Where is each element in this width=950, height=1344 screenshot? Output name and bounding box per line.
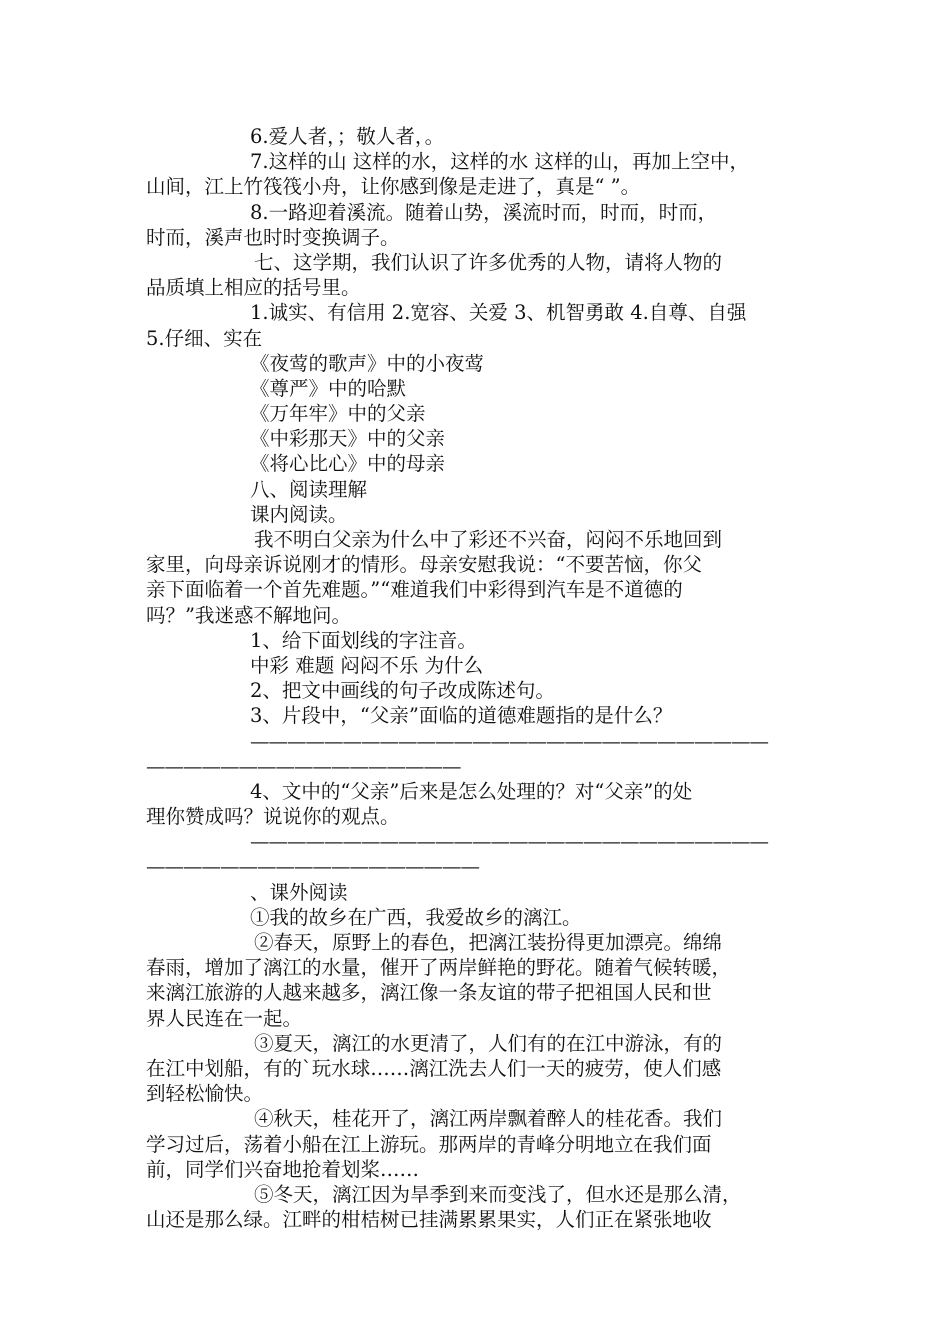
reading-question-1-words: 中彩 难题 闷闷不乐 为什么 [250,653,484,677]
character-item-5: 《将心比心》中的母亲 [250,452,446,476]
answer-line-4b: —————————————————— [146,855,479,879]
character-item-3: 《万年牢》中的父亲 [250,402,426,426]
reading-question-4-line-1: 4、文中的“父亲”后来是怎么处理的？对“父亲”的处 [250,779,693,803]
essay-paragraph-5-line-2: 山还是那么绿。江畔的柑桔树已挂满累累果实，人们正在紧张地收 [146,1208,712,1232]
essay-paragraph-1: ①我的故乡在广西，我爱故乡的漓江。 [250,905,582,929]
essay-paragraph-4-line-3: 前，同学们兴奋地抢着划桨…… [146,1157,420,1181]
character-item-1: 《夜莺的歌声》中的小夜莺 [250,351,485,375]
essay-paragraph-2-line-4: 界人民连在一起。 [146,1006,303,1030]
passage-line-3: 亲下面临着一个首先难题。”“难道我们中彩得到汽车是不道德的 [146,578,683,602]
in-class-reading-heading: 课内阅读。 [250,502,348,526]
essay-paragraph-5-line-1: ⑤冬天，漓江因为旱季到来而变浅了，但水还是那么清， [254,1182,742,1206]
extracurricular-reading-heading: 、课外阅读 [250,880,348,904]
essay-paragraph-4-line-1: ④秋天，桂花开了，漓江两岸飘着醉人的桂花香。我们 [254,1107,723,1131]
essay-paragraph-3-line-2: 在江中划船，有的`玩水球……漓江洗去人们一天的疲劳，使人们感 [146,1056,722,1080]
passage-line-1: 我不明白父亲为什么中了彩还不兴奋，闷闷不乐地回到 [254,528,723,551]
answer-line-3b: ————————————————— [146,754,461,778]
essay-paragraph-4-line-2: 学习过后，荡着小船在江上游玩。那两岸的青峰分明地立在我们面 [146,1132,712,1156]
passage-line-2: 家里，向母亲诉说刚才的情形。母亲安慰我说：“不要苦恼，你父 [146,553,702,577]
question-6: 6.爱人者，；敬人者，。 [250,125,445,148]
question-8-line-1: 8.一路迎着溪流。随着山势，溪流时而，时而，时而， [250,200,718,224]
quality-options-line-2: 5.仔细、实在 [146,326,263,350]
question-7-line-2: 山间，江上竹筏筏小舟，让你感到像是走进了，真是“ ”。 [146,175,641,199]
document-body [146,124,808,1232]
essay-paragraph-3-line-1: ③夏天，漓江的水更清了，人们有的在江中游泳，有的 [254,1031,723,1055]
essay-paragraph-2-line-2: 春雨，增加了漓江的水量，催开了两岸鲜艳的野花。随着气候转暖， [146,956,732,980]
question-8-line-2: 时而，溪声也时时变换调子。 [146,225,400,249]
section-8-heading: 八、阅读理解 [250,477,368,501]
reading-question-4-line-2: 理你赞成吗？说说你的观点。 [146,805,400,829]
section-7-heading-line-1: 七、这学期，我们认识了许多优秀的人物，请将人物的 [254,250,723,274]
section-7-heading-line-2: 品质填上相应的括号里。 [146,276,361,300]
reading-question-3: 3、片段中，“父亲”面临的道德难题指的是什么？ [250,704,673,728]
reading-question-2: 2、把文中画线的句子改成陈述句。 [250,679,555,703]
quality-options-line-1: 1.诚实、有信用 2.宽容、关爱 3、机智勇敢 4.自尊、自强 [250,301,747,325]
reading-question-1: 1、给下面划线的字注音。 [250,628,477,652]
character-item-2: 《尊严》中的哈默 [250,376,407,400]
essay-paragraph-2-line-3: 来漓江旅游的人越来越多，漓江像一条友谊的带子把祖国人民和世 [146,981,712,1005]
passage-line-4: 吗？”我迷惑不解地问。 [146,603,351,627]
character-item-4: 《中彩那天》中的父亲 [250,427,446,451]
essay-paragraph-3-line-3: 到轻松愉快。 [146,1082,264,1106]
question-7-line-1: 7.这样的山 这样的水，这样的水 这样的山，再加上空中， [250,150,750,174]
essay-paragraph-2-line-1: ②春天，原野上的春色，把漓江装扮得更加漂亮。绵绵 [254,931,723,954]
answer-line-3a: ———————————————————————————— [250,729,768,753]
answer-line-4a: ———————————————————————————— [250,830,768,854]
